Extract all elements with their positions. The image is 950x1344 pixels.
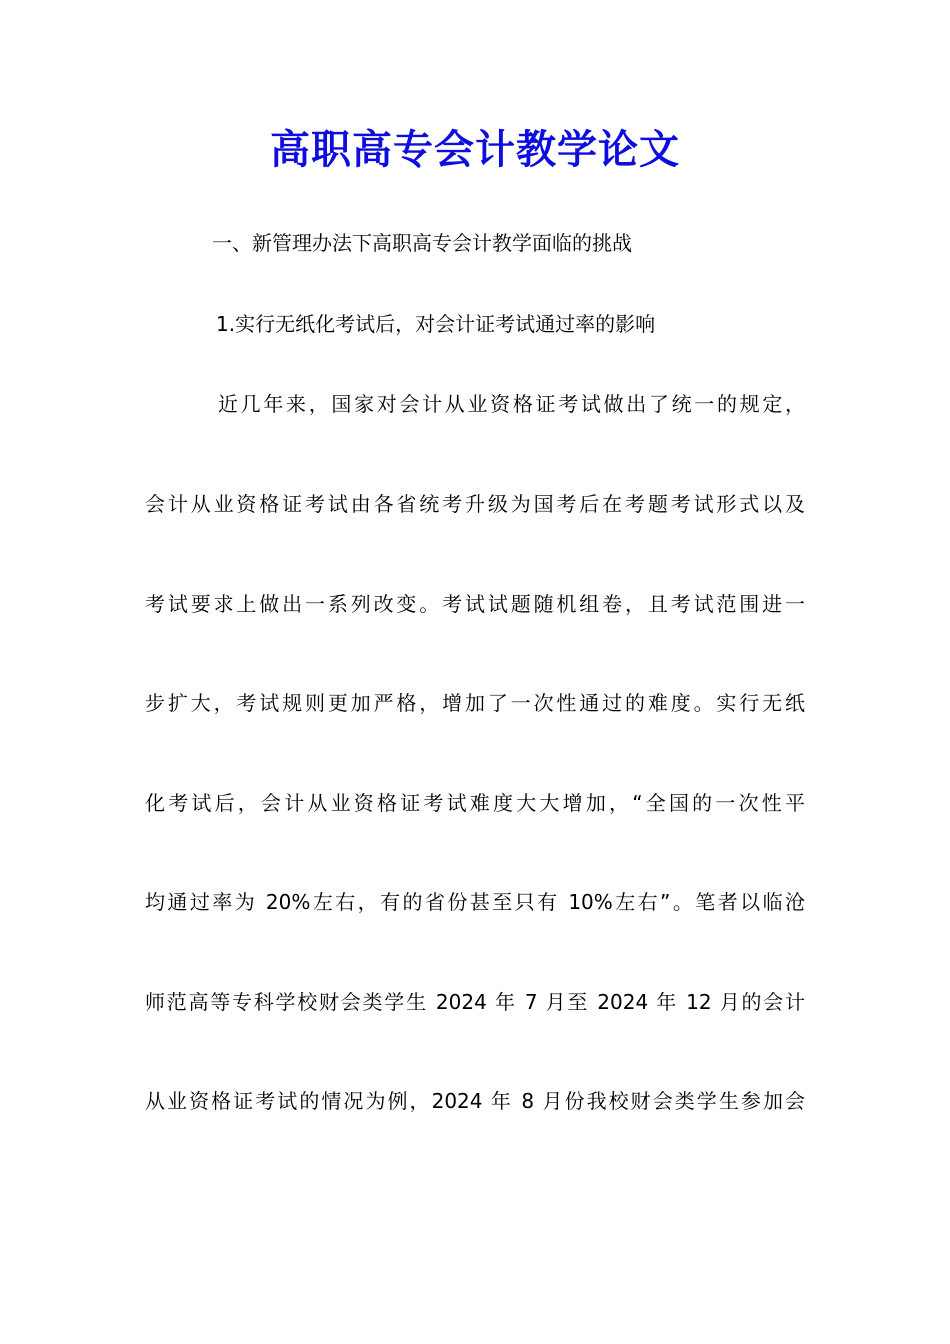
- paragraph-line: 步扩大，考试规则更加严格，增加了一次性通过的难度。实行无纸: [145, 691, 805, 715]
- section-heading: 一、新管理办法下高职高专会计教学面临的挑战: [212, 231, 632, 255]
- document-title: 高职高专会计教学论文: [270, 126, 680, 173]
- paragraph-line: 均通过率为 20%左右，有的省份甚至只有 10%左右”。笔者以临沧: [145, 890, 805, 914]
- paragraph-line: 近几年来，国家对会计从业资格证考试做出了统一的规定，: [218, 392, 805, 416]
- paragraph-line: 会计从业资格证考试由各省统考升级为国考后在考题考试形式以及: [145, 492, 805, 516]
- paragraph-line: 从业资格证考试的情况为例，2024 年 8 月份我校财会类学生参加会: [145, 1089, 805, 1113]
- paragraph-line: 考试要求上做出一系列改变。考试试题随机组卷，且考试范围进一: [145, 592, 805, 616]
- paragraph-line: 师范高等专科学校财会类学生 2024 年 7 月至 2024 年 12 月的会计: [145, 990, 805, 1014]
- subsection-heading: 1.实行无纸化考试后，对会计证考试通过率的影响: [216, 312, 656, 336]
- paragraph-line: 化考试后，会计从业资格证考试难度大大增加，“全国的一次性平: [145, 791, 805, 815]
